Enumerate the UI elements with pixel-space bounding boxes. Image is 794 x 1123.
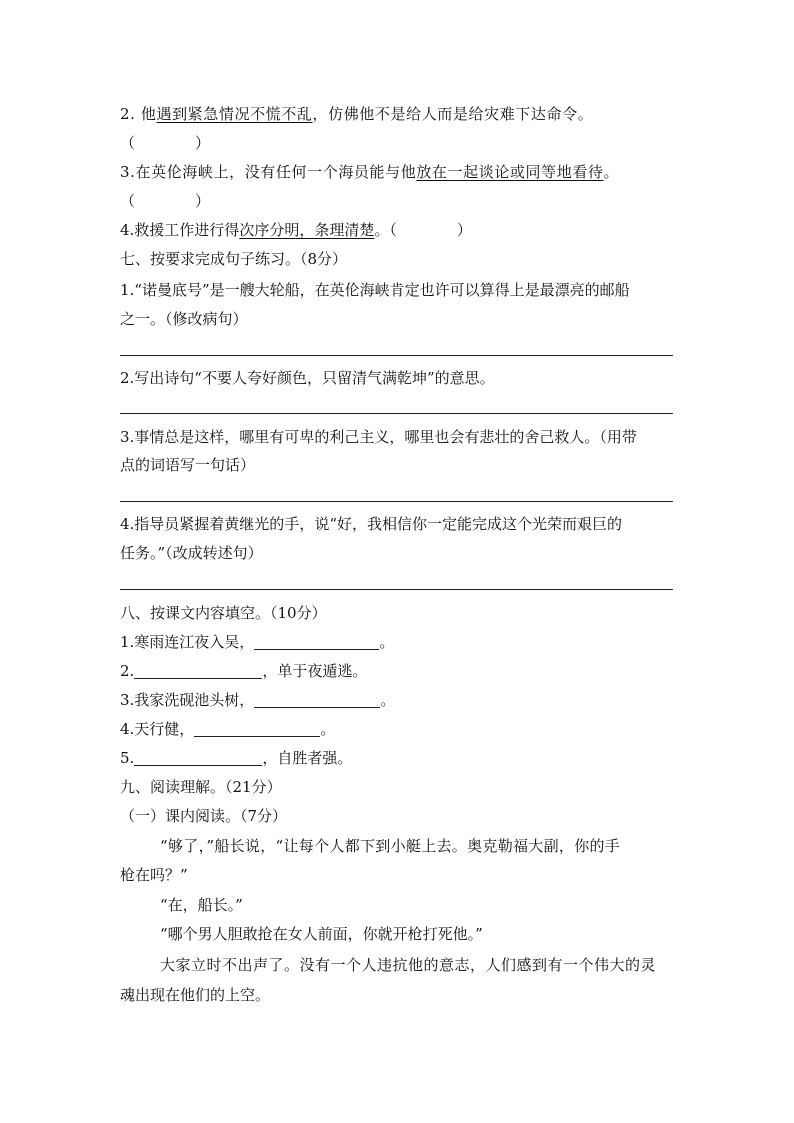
q6-item4-underlined: 次序分明，条理清楚	[239, 221, 375, 239]
q8-item4: 4.天行健， 。	[120, 720, 336, 738]
q7-item3-line2: 点的词语写一句话）	[120, 456, 256, 474]
q7-item3-line1: 3.事情总是这样，哪里有可卑的利己主义，哪里也会有悲壮的舍己救人。（用带	[120, 428, 637, 446]
q6-item3-answer[interactable]: （ ）	[120, 192, 211, 210]
q7-item1-answer-line[interactable]	[120, 355, 673, 356]
q7-item1-line1: 1.“诺曼底号”是一艘大轮船，在英伦海峡肯定也许可以算得上是最漂亮的邮船	[120, 281, 630, 299]
q7-item4-line2: 任务。”（改成转述句）	[120, 544, 263, 562]
passage-p4-line1: 大家立时不出声了。没有一个人违抗他的意志，人们感到有一个伟大的灵	[160, 956, 657, 974]
q7-heading: 七、按要求完成句子练习。（8分）	[120, 250, 348, 268]
q7-item3-answer-line[interactable]	[120, 501, 673, 502]
q7-item4-answer-line[interactable]	[120, 589, 673, 590]
q7-item2-answer-line[interactable]	[120, 413, 673, 414]
q8-item2: 2. ，单于夜遁逃。	[120, 662, 368, 680]
q8-heading: 八、按课文内容填空。（10分）	[120, 604, 327, 622]
passage-p2: “在，船长。”	[160, 896, 243, 914]
q6-item4: 4.救援工作进行得次序分明，条理清楚。（ ）	[120, 221, 472, 239]
q6-item3: 3.在英伦海峡上，没有任何一个海员能与他放在一起谈论或同等地看待。	[120, 163, 620, 181]
q9-heading: 九、阅读理解。（21分）	[120, 778, 282, 796]
q8-item3-blank[interactable]	[254, 691, 380, 708]
passage-p1-line1: “够了，”船长说，“让每个人都下到小艇上去。奥克勒福大副，你的手	[160, 837, 621, 855]
q8-item5: 5. ，自胜者强。	[120, 749, 353, 767]
q8-item2-blank[interactable]	[134, 662, 262, 679]
q6-item2-underlined: 遇到紧急情况不慌不乱	[156, 105, 313, 123]
q9-sub-heading: （一）课内阅读。（7分）	[120, 807, 288, 825]
q8-item1-blank[interactable]	[254, 633, 379, 650]
q6-item2-answer[interactable]: （ ）	[120, 134, 211, 152]
passage-p1-line2: 枪在吗？”	[120, 866, 188, 884]
q6-item2: 2. 他遇到紧急情况不慌不乱，仿佛他不是给人而是给灾难下达命令。	[120, 105, 594, 123]
q7-item4-line1: 4.指导员紧握着黄继光的手，说“好，我相信你一定能完成这个光荣而艰巨的	[120, 515, 622, 533]
q8-item5-blank[interactable]	[134, 749, 262, 766]
q7-item1-line2: 之一。（修改病句）	[120, 310, 248, 328]
q8-item3: 3.我家洗砚池头树， 。	[120, 691, 396, 709]
q8-item1: 1.寒雨连江夜入吴， 。	[120, 633, 395, 651]
q6-item3-underlined: 放在一起谈论或同等地看待	[416, 163, 604, 181]
passage-p4-line2: 魂出现在他们的上空。	[120, 986, 271, 1004]
q7-item2: 2.写出诗句“不要人夸好颜色，只留清气满乾坤”的意思。	[120, 369, 495, 387]
q8-item4-blank[interactable]	[194, 720, 320, 737]
passage-p3: “哪个男人胆敢抢在女人前面，你就开枪打死他。”	[160, 925, 483, 943]
